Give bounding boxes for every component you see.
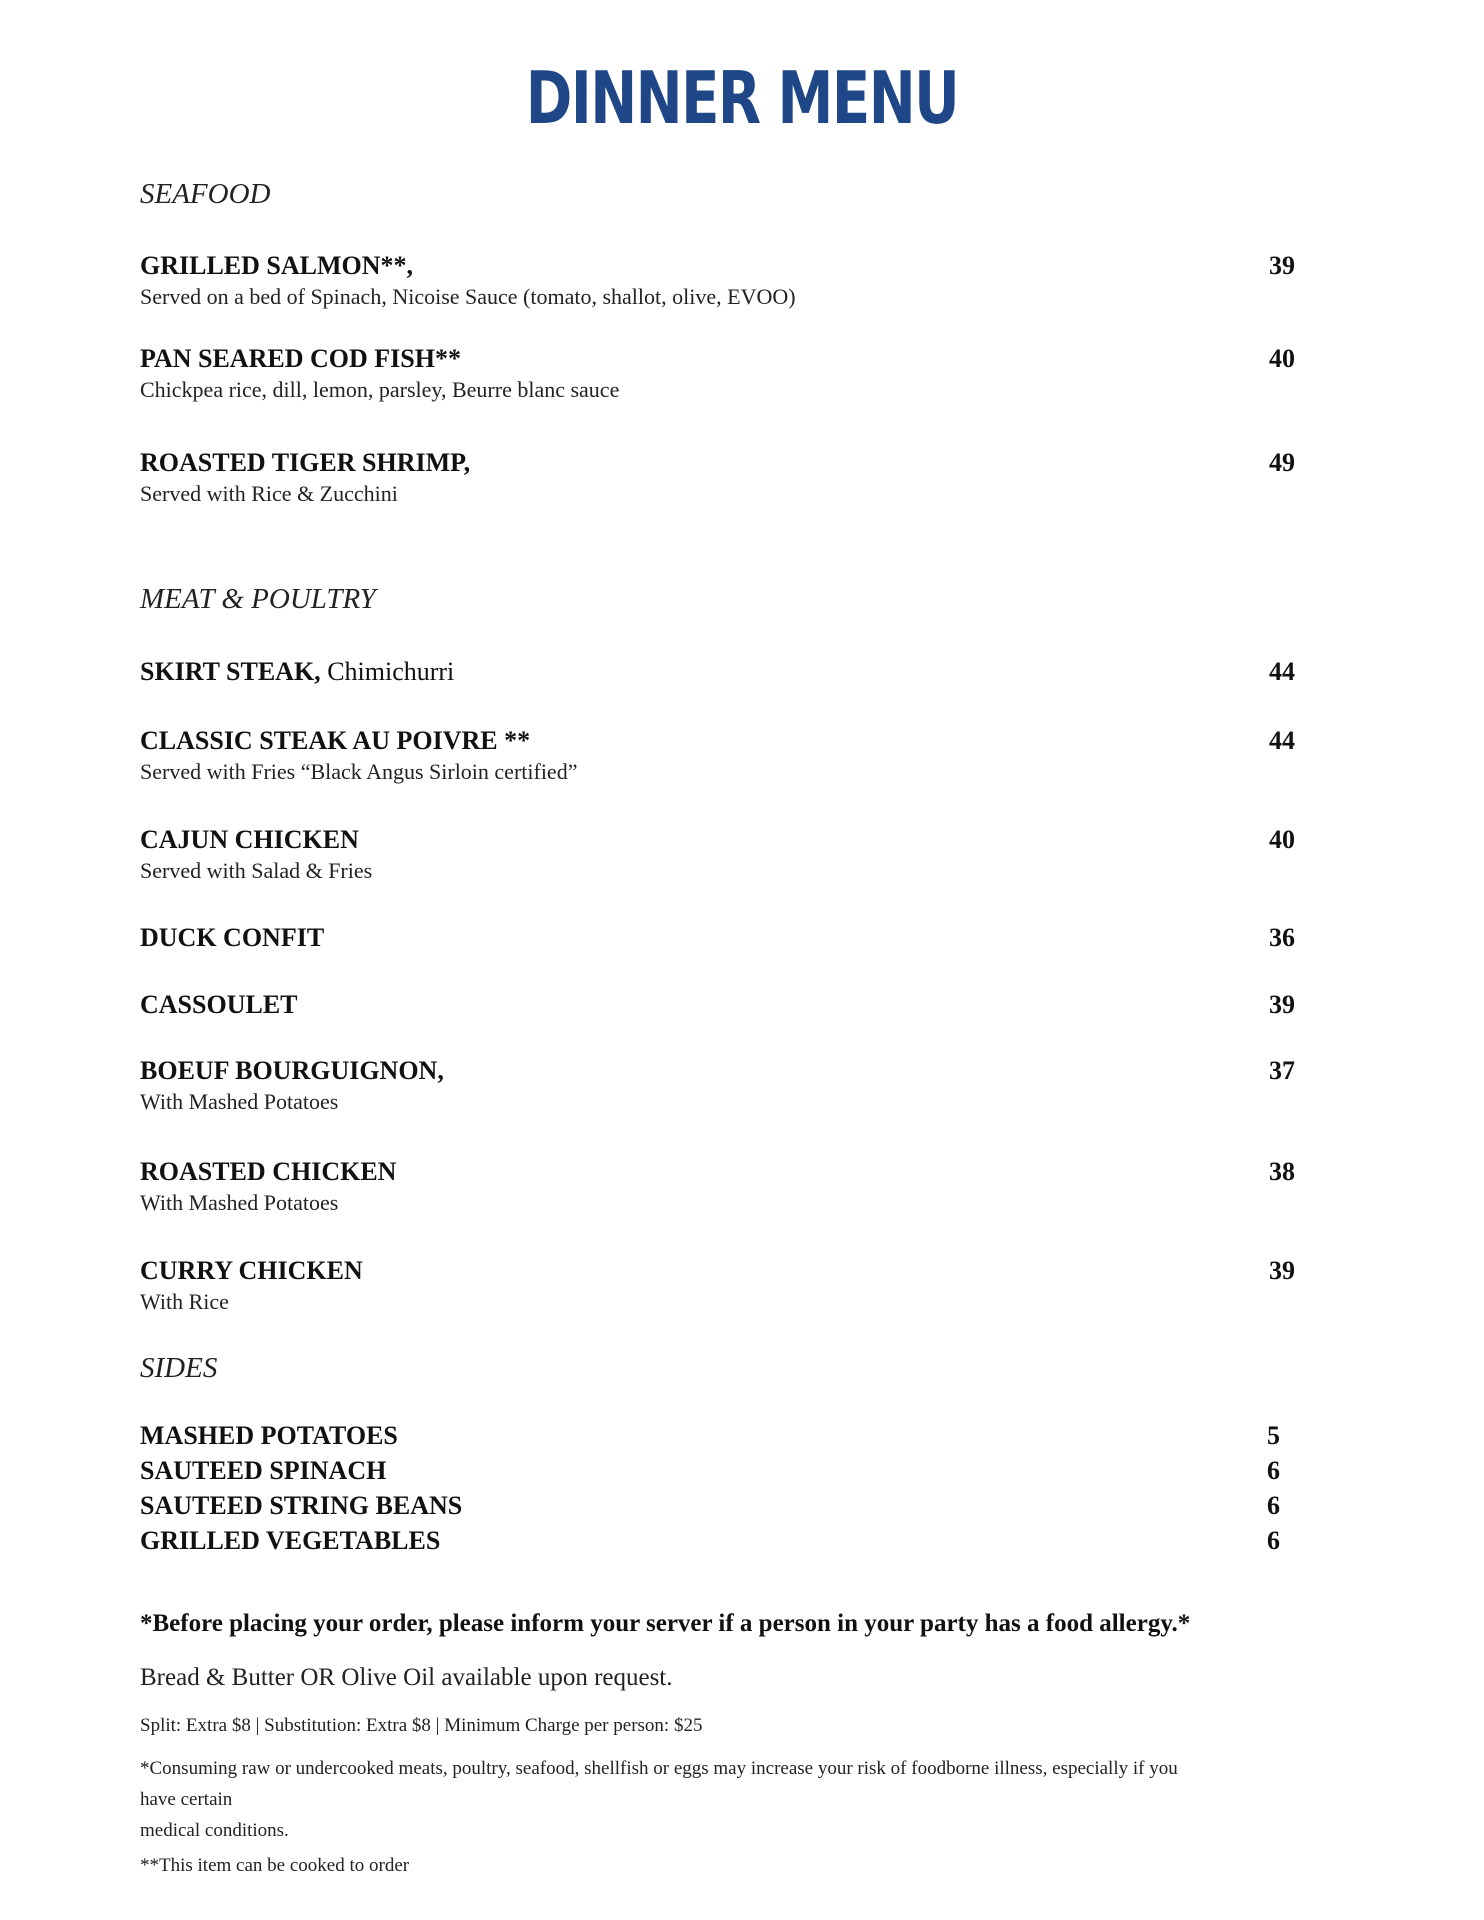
side-name: SAUTEED STRING BEANS	[140, 1491, 463, 1520]
item-name: SKIRT STEAK,	[140, 657, 321, 686]
item-price: 37	[1269, 1056, 1295, 1085]
section-heading-sides: SIDES	[140, 1352, 218, 1384]
menu-item	[140, 725, 1295, 787]
side-price: 5	[1267, 1421, 1280, 1450]
item-price: 44	[1269, 657, 1295, 686]
item-description: With Rice	[140, 1289, 229, 1314]
menu-item	[140, 1156, 1295, 1218]
sides-list	[140, 1418, 1280, 1558]
item-description: Served on a bed of Spinach, Nicoise Sauce (tomato, shallot, olive, EVOO)	[140, 284, 796, 309]
side-name: GRILLED VEGETABLES	[140, 1526, 441, 1555]
item-description: Served with Fries “Black Angus Sirloin certified”	[140, 759, 578, 784]
item-name: PAN SEARED COD FISH**	[140, 344, 461, 373]
item-name: BOEUF BOURGUIGNON,	[140, 1056, 444, 1085]
side-price: 6	[1267, 1526, 1280, 1555]
item-name: GRILLED SALMON**,	[140, 251, 414, 280]
item-price: 44	[1269, 726, 1295, 755]
bread-note: Bread & Butter OR Olive Oil available upon request.	[140, 1664, 673, 1691]
menu-item	[140, 250, 1295, 312]
menu-item	[140, 656, 1295, 688]
side-price: 6	[1267, 1456, 1280, 1485]
section-heading-seafood: SEAFOOD	[140, 178, 271, 210]
item-price: 39	[1269, 1256, 1295, 1285]
side-item	[140, 1523, 1280, 1558]
item-description: Served with Rice & Zucchini	[140, 481, 398, 506]
side-item	[140, 1488, 1280, 1523]
menu-item	[140, 447, 1295, 509]
item-name: CLASSIC STEAK AU POIVRE **	[140, 726, 531, 755]
item-name: ROASTED CHICKEN	[140, 1157, 397, 1186]
item-price: 38	[1269, 1157, 1295, 1186]
side-name: MASHED POTATOES	[140, 1421, 398, 1450]
cook-to-order-note: **This item can be cooked to order	[140, 1855, 410, 1876]
item-description: With Mashed Potatoes	[140, 1089, 339, 1114]
menu-item	[140, 343, 1295, 405]
charges-note: Split: Extra $8 | Substitution: Extra $8 | Minimum Charge per person: $25	[140, 1715, 703, 1736]
side-name: SAUTEED SPINACH	[140, 1456, 387, 1485]
item-name: DUCK CONFIT	[140, 923, 325, 952]
item-price: 39	[1269, 251, 1295, 280]
menu-title: DINNER MENU	[525, 56, 959, 140]
consumption-warning-line: medical conditions.	[140, 1820, 289, 1841]
item-price: 40	[1269, 344, 1295, 373]
item-price: 39	[1269, 990, 1295, 1019]
item-name: CURRY CHICKEN	[140, 1256, 363, 1285]
menu-item	[140, 922, 1295, 954]
item-name: ROASTED TIGER SHRIMP,	[140, 448, 471, 477]
item-description: Chickpea rice, dill, lemon, parsley, Beurre blanc sauce	[140, 377, 620, 402]
item-price: 40	[1269, 825, 1295, 854]
consumption-warning	[140, 1753, 1340, 1846]
menu-item	[140, 1255, 1295, 1317]
side-price: 6	[1267, 1491, 1280, 1520]
section-heading-meat-poultry: MEAT & POULTRY	[140, 583, 376, 615]
item-price: 36	[1269, 923, 1295, 952]
consumption-warning-line: *Consuming raw or undercooked meats, poultry, seafood, shellfish or eggs may increase your risk of foodborne illness, especially if you	[140, 1758, 1178, 1779]
menu-item	[140, 1055, 1295, 1117]
allergy-notice: *Before placing your order, please inform your server if a person in your party has a food allergy.*	[140, 1610, 1191, 1637]
side-item	[140, 1453, 1280, 1488]
item-price: 49	[1269, 448, 1295, 477]
consumption-warning-line: have certain	[140, 1789, 233, 1810]
side-item	[140, 1418, 1280, 1453]
menu-item	[140, 989, 1295, 1021]
item-description: Served with Salad & Fries	[140, 858, 373, 883]
item-sauce: Chimichurri	[320, 657, 455, 686]
menu-item	[140, 824, 1295, 886]
item-name: CAJUN CHICKEN	[140, 825, 359, 854]
item-description: With Mashed Potatoes	[140, 1190, 339, 1215]
item-name: CASSOULET	[140, 990, 298, 1019]
